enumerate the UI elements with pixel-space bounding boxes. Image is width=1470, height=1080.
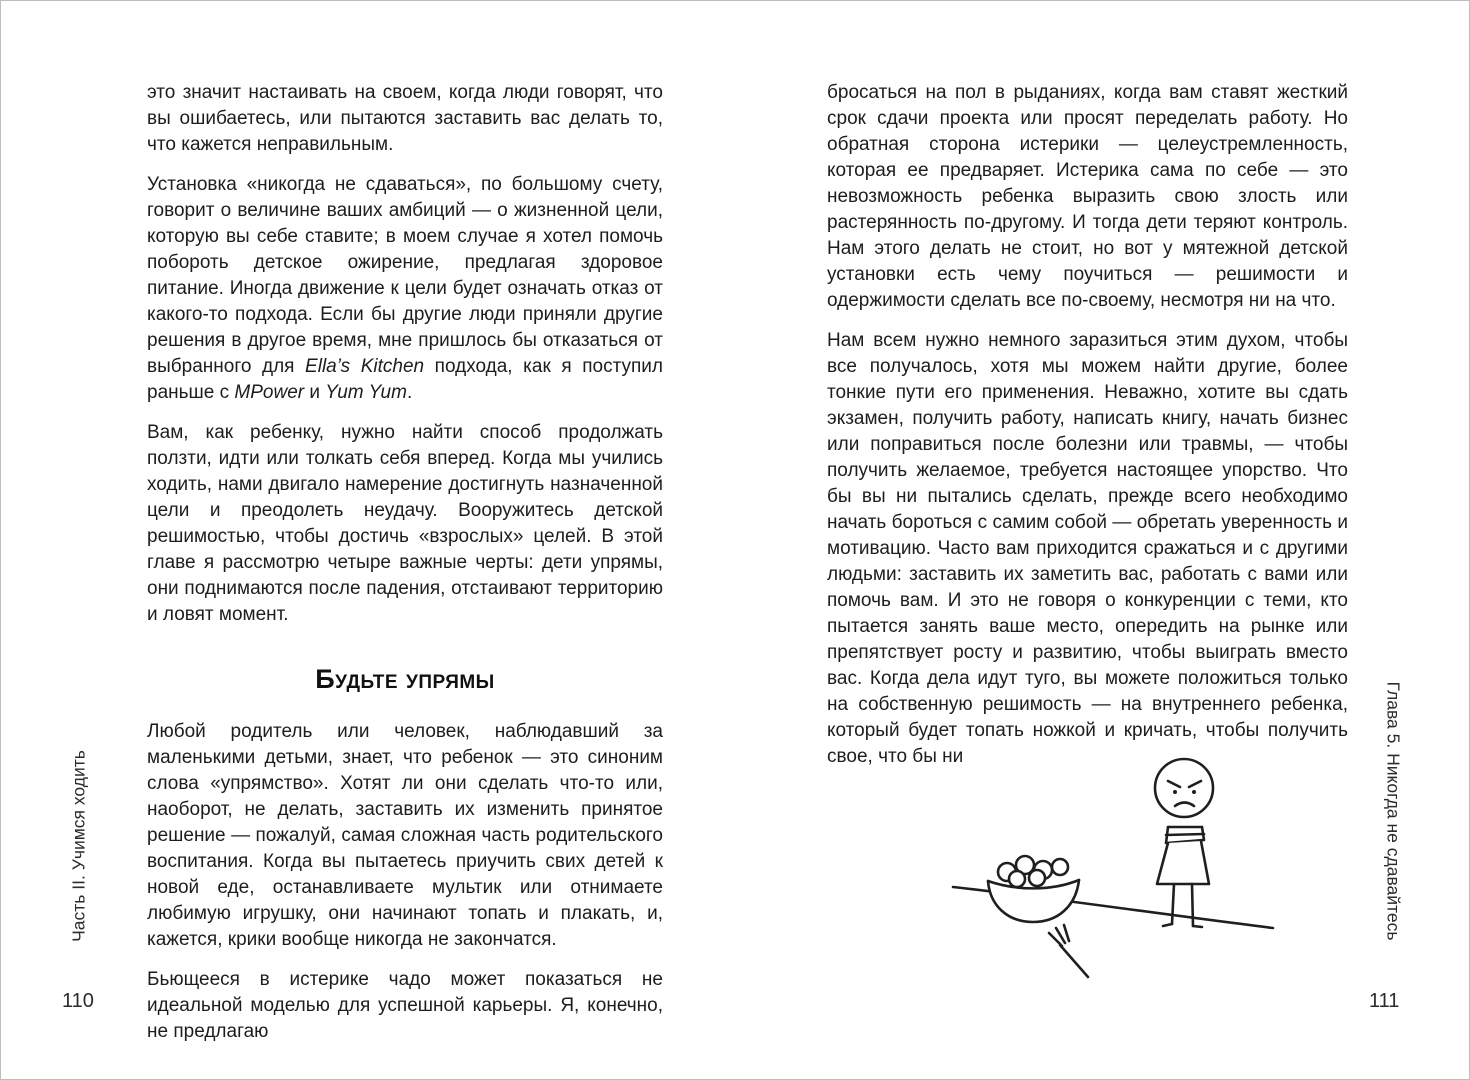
- right-page-number: 111: [1369, 990, 1400, 1012]
- left-paragraph-1: это значит настаивать на своем, когда люди говорят, что вы ошибаетесь, или пытаются заставить вас делать то, что кажется неправильным.: [147, 82, 663, 155]
- left-margin-label: Часть II. Учимся ходить: [68, 750, 89, 942]
- right-paragraph-1: бросаться на пол в рыданиях, когда вам ставят жесткий срок сдачи проекта или просят переделать работу. Но обратная сторона истерики — целеустремленность, которая ее предваряет. Истерика сама по себе — это невозможность ребенка выразить свою злость или растерянность по-другому. И тогда дети теряют контроль. Нам этого делать не стоит, но вот у мятежной детской установки есть чему поучиться — решимости и одержимости сделать все по-своему, несмотря ни на что.: [827, 82, 1348, 311]
- left-page-number: 110: [62, 990, 94, 1012]
- left-page-text: [147, 80, 663, 1059]
- child-head: [1155, 759, 1213, 817]
- child-legs: [1163, 884, 1202, 927]
- child-left-eye: [1173, 790, 1177, 794]
- child-crossed-arms: [1166, 827, 1204, 843]
- right-margin-label: Глава 5. Никогда не сдавайтесь: [1383, 681, 1404, 941]
- left-paragraph-5: Бьющееся в истерике чадо может показаться не идеальной моделью для успешной карьеры. Я, конечно, не предлагаю: [147, 969, 663, 1042]
- left-paragraph-2: Установка «никогда не сдаваться», по большому счету, говорит о величине ваших амбиций — о жизненной цели, которую вы себе ставите; в моем случае я хотел помочь побороть детское ожирение, предлагая здоровое питание. Иногда движение к цели будет означать отказ от какого-то подхода. Если бы другие люди приняли другие решения в другое время, мне пришлось бы отказаться от выбранного для Ella’s Kitchen подхода, как я поступил раньше с MPower и Yum Yum.: [147, 174, 663, 403]
- fork: [1049, 925, 1088, 977]
- child-figure: [1155, 759, 1213, 927]
- food-bowl: [988, 856, 1079, 922]
- child-skirt: [1157, 841, 1209, 884]
- left-paragraph-4: Любой родитель или человек, наблюдавший за маленькими детьми, знает, что ребенок — это синоним слова «упрямство». Хотят ли они сделать что-то или, наоборот, не делать, заставить их изменить принятое решение — пожалуй, самая сложная часть родительского воспитания. Когда вы пытаетесь приучить свих детей к новой еде, останавливаете мультик или отнимаете любимую игрушку, они начинают топать и плакать, и, кажется, крики вообще никогда не закончатся.: [147, 721, 663, 950]
- angry-child-illustration: [867, 731, 1307, 1011]
- section-heading: Будьте упрямы: [315, 664, 495, 694]
- child-right-eye: [1192, 790, 1196, 794]
- left-paragraph-3: Вам, как ребенку, нужно найти способ продолжать ползти, идти или толкать себя вперед. Когда мы учились ходить, нами двигало намерение достигнуть назначенной цели и преодолеть неудачу. Вооружитесь детской решимостью, чтобы достичь «взрослых» целей. В этой главе я рассмотрю четыре важные черты: дети упрямы, они поднимаются после падения, отстаивают территорию и ловят момент.: [147, 422, 663, 625]
- right-paragraph-2: Нам всем нужно немного заразиться этим духом, чтобы все получалось, хотя мы можем найти другие, более тонкие пути его применения. Неважно, хотите вы сдать экзамен, получить работу, написать книгу, начать бизнес или поправиться после болезни или травмы, — чтобы получить желаемое, требуется настоящее упорство. Что бы вы ни пытались сделать, прежде всего необходимо начать бороться с самим собой — обретать уверенность и мотивацию. Часто вам приходится сражаться и с другими людьми: заставить их заметить вас, работать с вами или помочь вам. И это не говоря о конкуренции с теми, кто пытается занять ваше место, опередить на рынке или препятствует росту и развитию, чтобы выиграть вместо вас. Когда дела идут туго, вы можете положиться только на собственную решимость — на внутреннего ребенка, который будет топать ножкой и кричать, чтобы получить свое, что бы ни: [827, 330, 1348, 767]
- right-page-text: [827, 80, 1348, 784]
